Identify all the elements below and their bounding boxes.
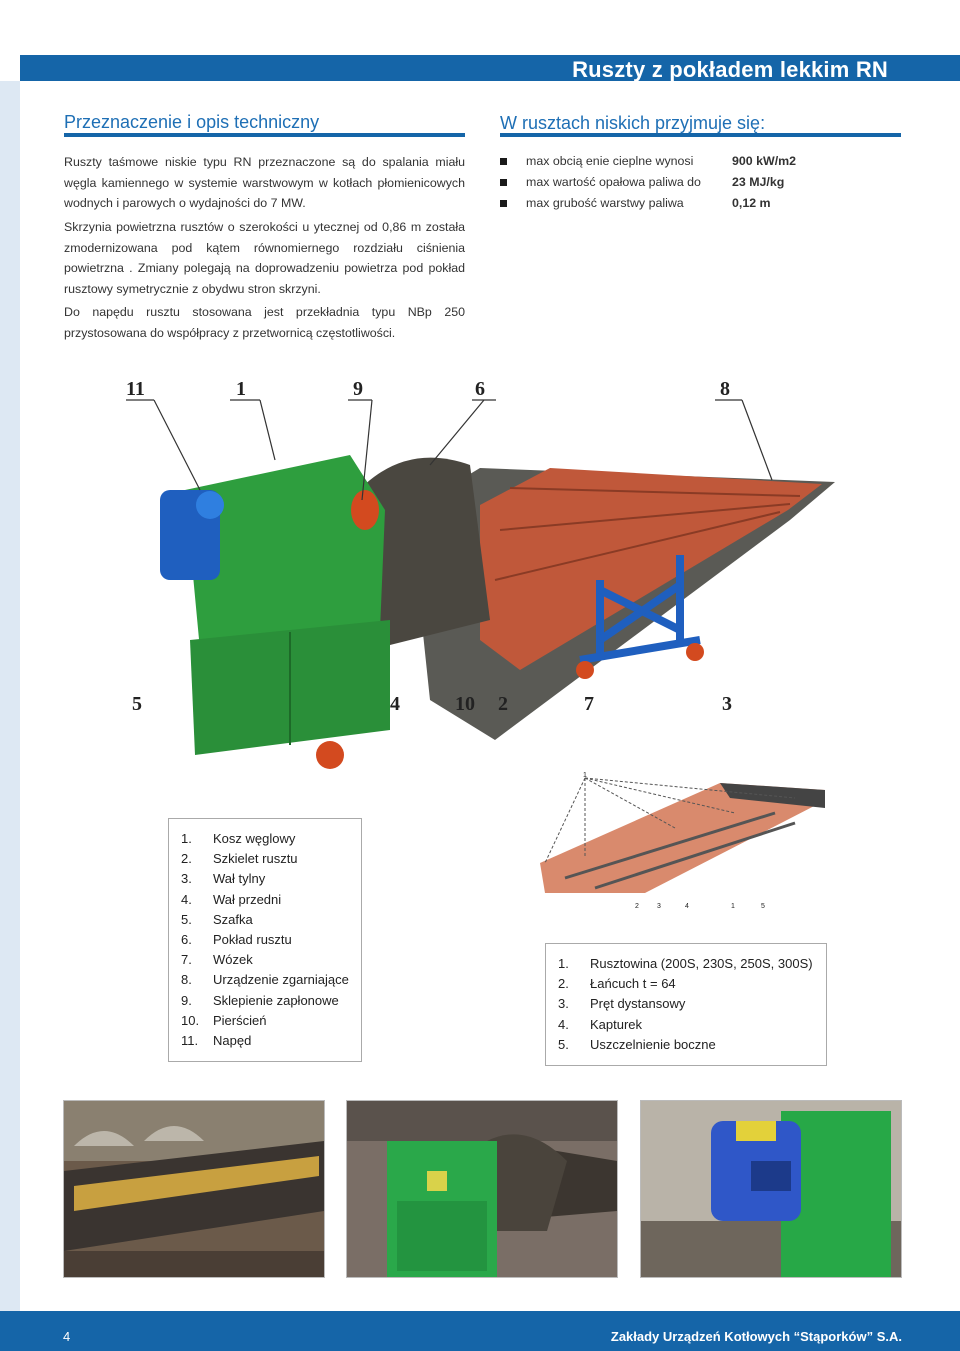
spec-row	[500, 173, 820, 194]
left-margin-strip	[0, 81, 20, 1311]
legend-item: 1. Kosz węglowy	[181, 831, 296, 846]
company-name: Zakłady Urządzeń Kotłowych “Stąporków” S.A.	[610, 1329, 902, 1344]
chain-label: 1	[731, 903, 735, 910]
paragraph-air-box: Skrzynia powietrzna rusztów o szerokości u ytecznej od 0,86 m została zmodernizowana pod kątem równomiernego rozdziału ciśnienia powietrzna . Zmiany polegają na doprowadzeniu powietrza pod pokład rusztowy symetrycznie z obydwu stron skrzyni.	[64, 220, 465, 296]
chain-label: 3	[657, 903, 661, 910]
chain-label: 1	[583, 772, 587, 779]
legend-item: 5. Uszczelnienie boczne	[558, 1036, 716, 1052]
bullet-square-icon	[500, 200, 507, 207]
callout-label: 3	[722, 693, 732, 715]
legend-item: 2. Szkielet rusztu	[181, 851, 298, 867]
paragraph-purpose: Ruszty taśmowe niskie typu RN przeznaczone są do spalania miału węgla kamiennego w systemie warstwowym w kotłach płomienicowych wodnych i parowych o wydajności do 7 MW.	[64, 155, 465, 210]
callout-label: 1	[236, 378, 246, 400]
photo-blue-drive	[640, 1100, 902, 1278]
bullet-square-icon	[500, 179, 507, 186]
section-rule-left	[64, 133, 465, 137]
chain-label: 4	[685, 903, 689, 910]
legend-item: 3. Wał tylny	[181, 871, 266, 887]
chain-label: 5	[761, 903, 765, 910]
grate-machine-diagram	[100, 370, 860, 790]
ring-shape	[316, 741, 344, 769]
cart-wheel	[576, 661, 594, 679]
spec-list	[500, 152, 820, 215]
legend-item: 1. Rusztowina (200S, 230S, 250S, 300S)	[558, 956, 813, 971]
bullet-square-icon	[500, 158, 507, 165]
legend-item: 4. Kapturek	[558, 1016, 643, 1032]
spec-value: 23 MJ/kg	[732, 175, 785, 189]
spec-label: max grubość warstwy paliwa	[526, 196, 684, 210]
paragraph-drive: Do napędu rusztu stosowana jest przekładnia typu NBp 250 przystosowana do współpracy z przetwornicą częstotliwości.	[64, 305, 465, 340]
legend-item: 11. Napęd	[181, 1033, 252, 1049]
callout-label: 10	[455, 693, 475, 715]
flange-shape	[351, 490, 379, 530]
callout-label: 5	[132, 693, 142, 715]
chain-detail-diagram	[525, 768, 830, 918]
section-title-description: Przeznaczenie i opis techniczny	[64, 112, 320, 132]
legend-item: 6. Pokład rusztu	[181, 932, 292, 948]
page-number: 4	[63, 1329, 71, 1344]
spec-label: max wartość opałowa paliwa do	[526, 175, 701, 189]
spec-value: 0,12 m	[732, 196, 771, 210]
grate-deck-shape	[480, 468, 822, 670]
legend-item: 9. Sklepienie zapłonowe	[181, 992, 339, 1008]
drive-gear-shape	[196, 491, 224, 519]
chain-label: 2	[635, 903, 639, 910]
photo-grate-assembly	[63, 1100, 325, 1278]
legend-item: 7. Wózek	[181, 952, 253, 968]
legend-chain	[545, 943, 827, 1066]
legend-item: 2. Łańcuch t = 64	[558, 976, 676, 992]
callout-label: 8	[720, 378, 730, 400]
section-title-specs: W rusztach niskich przyjmuje się:	[500, 113, 766, 133]
spec-label: max obcią enie cieplne wynosi	[526, 154, 694, 168]
callout-label: 7	[584, 693, 594, 715]
spec-row	[500, 152, 820, 173]
legend-item: 5. Szafka	[181, 911, 253, 927]
legend-item: 10. Pierścień	[181, 1012, 267, 1028]
page-title: Ruszty z pokładem lekkim RN	[572, 57, 888, 82]
callout-label: 4	[390, 693, 400, 715]
callout-label: 6	[475, 378, 485, 400]
legend-item: 3. Pręt dystansowy	[558, 996, 686, 1012]
cart-wheel	[686, 643, 704, 661]
section-rule-right	[500, 133, 901, 137]
callout-label: 11	[126, 378, 145, 400]
callout-label: 9	[353, 378, 363, 400]
spec-row	[500, 194, 820, 215]
legend-main	[168, 818, 362, 1062]
callout-label: 2	[498, 693, 508, 715]
legend-item: 4. Wał przedni	[181, 891, 282, 907]
photo-green-hopper	[346, 1100, 618, 1278]
spec-value: 900 kW/m2	[732, 154, 797, 168]
legend-item: 8. Urządzenie zgarniające	[181, 972, 349, 988]
